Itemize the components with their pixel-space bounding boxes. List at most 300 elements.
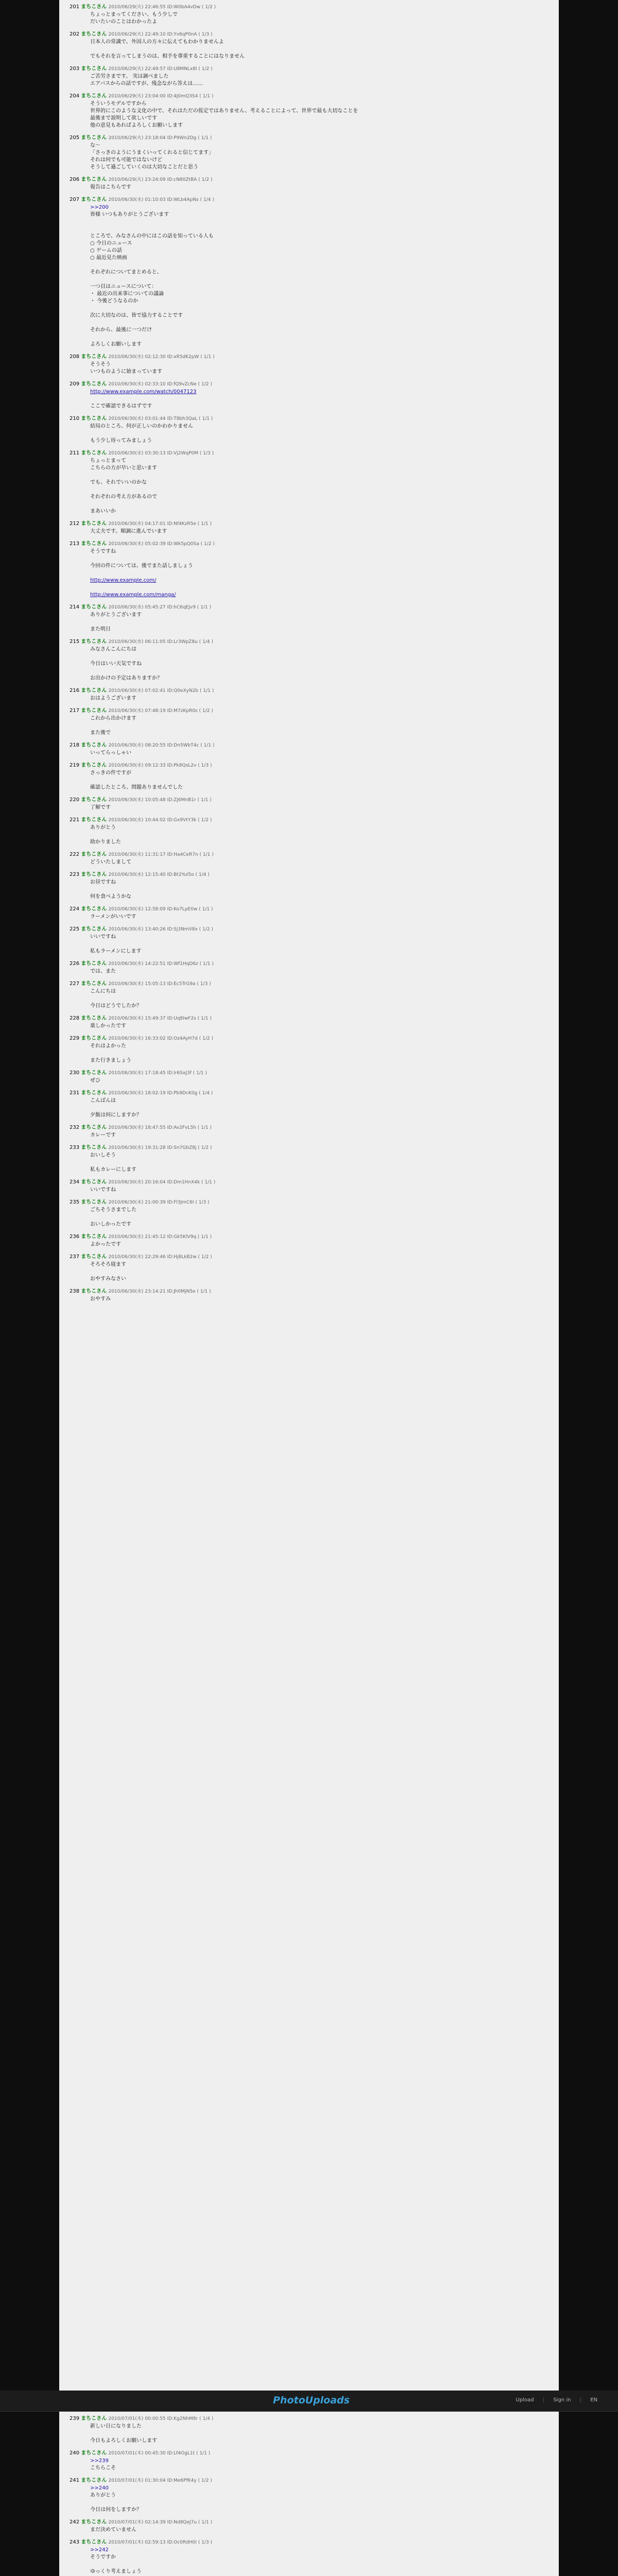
post-line: 一つ目はニュースについて： xyxy=(90,284,157,290)
post-line xyxy=(90,722,548,730)
post-body xyxy=(70,204,548,348)
post-author-name: まちこさん xyxy=(81,1254,107,1260)
post-number[interactable]: 233 xyxy=(70,1145,80,1150)
post-author-name: まちこさん xyxy=(81,1090,107,1096)
post-header xyxy=(70,176,548,184)
post-author-name: まちこさん xyxy=(81,197,107,202)
post-author-name: まちこさん xyxy=(81,981,107,987)
post-line xyxy=(90,46,548,53)
post-body xyxy=(70,750,548,757)
post-line: ちょっとまって xyxy=(90,458,126,464)
post-line: これから出かけます xyxy=(90,716,136,721)
post-meta: 2010/06/29(火) 22:46:55 ID:W0bA4vDw ( 1/2 ) xyxy=(108,5,216,10)
post-line xyxy=(90,396,548,403)
post-author-name: まちこさん xyxy=(81,906,107,912)
post-number[interactable]: 208 xyxy=(70,354,80,360)
post-line: では、また xyxy=(90,969,116,974)
nav-separator: | xyxy=(579,2397,581,2403)
post-line: よかったです xyxy=(90,1242,121,1247)
post-author-name: まちこさん xyxy=(81,521,107,527)
post-meta: 2010/06/30(水) 10:05:48 ID:Zj6MnB1r ( 1/1 ) xyxy=(108,798,212,803)
post-line: 皆様 いつもありがとうございます xyxy=(90,212,169,217)
post-header xyxy=(70,2449,548,2458)
post-header xyxy=(70,2538,548,2547)
post-reply-ref[interactable]: >>240 xyxy=(90,2485,109,2491)
post-line: そうですか xyxy=(90,2554,116,2560)
post-author-name: まちこさん xyxy=(81,1015,107,1021)
post-line xyxy=(90,334,548,341)
post-meta: 2010/07/01(木) 01:30:04 ID:Me6PfK4y ( 1/2 ) xyxy=(108,2478,212,2483)
post-header xyxy=(70,2415,548,2423)
post-meta: 2010/06/30(水) 06:11:05 ID:Lr3WpZ8u ( 1/4 ) xyxy=(108,639,213,645)
post-body xyxy=(70,770,548,791)
post-number[interactable]: 212 xyxy=(70,521,80,527)
post-author-name: まちこさん xyxy=(81,416,107,421)
post-line xyxy=(90,486,548,494)
post-header xyxy=(70,603,548,612)
post-number[interactable]: 225 xyxy=(70,926,80,932)
thread-post xyxy=(70,2415,548,2445)
post-meta: 2010/06/29(火) 23:18:04 ID:P9Wn2Dg ( 1/1 ) xyxy=(108,135,212,141)
post-line: 「さっきのようにうまくいってくれると信じてます」 xyxy=(90,150,214,156)
post-header xyxy=(70,30,548,39)
post-header xyxy=(70,905,548,913)
post-meta: 2010/06/30(水) 17:18:45 ID:Ir6SxJ3f ( 1/1 ) xyxy=(108,1071,207,1076)
thread-post xyxy=(70,638,548,682)
post-line: ○ 最近見た映画 xyxy=(90,255,127,261)
post-number[interactable]: 202 xyxy=(70,31,80,37)
post-number[interactable]: 217 xyxy=(70,708,80,714)
post-link[interactable]: http://www.example.com/watch/0047123 xyxy=(90,389,197,395)
post-number[interactable]: 220 xyxy=(70,797,80,803)
post-number[interactable]: 237 xyxy=(70,1254,80,1260)
post-meta: 2010/06/30(水) 18:47:55 ID:Av2FvL5h ( 1/1 ) xyxy=(108,1125,212,1130)
post-meta: 2010/06/30(水) 07:02:41 ID:Q0eXyN2b ( 1/1 ) xyxy=(108,688,214,693)
post-meta: 2010/06/30(水) 19:31:28 ID:Sn7GbZ8j ( 1/2 ) xyxy=(108,1145,212,1150)
post-meta: 2010/06/30(水) 15:05:13 ID:Ec5TrG9a ( 1/3 ) xyxy=(108,981,211,987)
post-line: 確認したところ、問題ありませんでした xyxy=(90,785,183,790)
thread-post xyxy=(70,520,548,535)
post-line: いってらっしゃい xyxy=(90,750,131,756)
post-number[interactable]: 201 xyxy=(70,4,80,10)
post-number[interactable]: 215 xyxy=(70,639,80,645)
post-body xyxy=(70,548,548,599)
post-header xyxy=(70,353,548,361)
photouploads-nav xyxy=(509,2397,597,2403)
thread-post xyxy=(70,1253,548,1283)
post-header xyxy=(70,638,548,646)
thread-post xyxy=(70,2477,548,2514)
post-header xyxy=(70,1287,548,1296)
post-line: ゆっくり考えましょう xyxy=(90,2569,142,2574)
post-body xyxy=(70,2485,548,2514)
post-body xyxy=(70,39,548,60)
post-header xyxy=(70,520,548,528)
post-body xyxy=(70,695,548,702)
thread-post xyxy=(70,1124,548,1139)
post-author-name: まちこさん xyxy=(81,1145,107,1150)
post-line: ○ ゲームの話 xyxy=(90,248,122,253)
post-line: お昼ですね xyxy=(90,879,116,885)
post-line: ○ 今日のニュース xyxy=(90,241,132,246)
post-line: 助かりました xyxy=(90,839,121,845)
post-header xyxy=(70,707,548,715)
post-body xyxy=(70,528,548,535)
post-line: どういたしまして xyxy=(90,859,131,865)
post-author-name: まちこさん xyxy=(81,450,107,456)
post-number[interactable]: 239 xyxy=(70,2416,80,2421)
post-header xyxy=(70,2477,548,2485)
nav-upload[interactable]: Upload xyxy=(516,2397,534,2403)
post-line: 今日もよろしくお願いします xyxy=(90,2438,157,2444)
post-author-name: まちこさん xyxy=(81,639,107,645)
post-author-name: まちこさん xyxy=(81,852,107,857)
post-reply-ref[interactable]: >>239 xyxy=(90,2458,109,2464)
post-body xyxy=(70,11,548,26)
nav-language[interactable]: EN xyxy=(590,2397,597,2403)
post-body xyxy=(70,988,548,1010)
post-line: それから、最後に一つだけ xyxy=(90,327,152,333)
post-line: それはよかった xyxy=(90,1043,126,1049)
post-number[interactable]: 228 xyxy=(70,1015,80,1021)
post-number[interactable]: 207 xyxy=(70,197,80,202)
post-header xyxy=(70,816,548,824)
post-header xyxy=(70,1035,548,1043)
post-author-name: まちこさん xyxy=(81,1199,107,1205)
post-author-name: まちこさん xyxy=(81,177,107,182)
post-line xyxy=(90,305,548,312)
post-line: そうですね xyxy=(90,549,116,554)
post-meta: 2010/07/01(木) 02:14:39 ID:Nd8QeJ7u ( 1/1 ) xyxy=(108,2520,213,2525)
post-reply-ref[interactable]: >>242 xyxy=(90,2547,109,2553)
post-number[interactable]: 242 xyxy=(70,2519,80,2525)
thread-page xyxy=(59,0,559,2391)
post-number[interactable]: 205 xyxy=(70,135,80,141)
post-number[interactable]: 214 xyxy=(70,604,80,610)
post-meta: 2010/06/30(水) 10:44:02 ID:Gx9VtY3k ( 1/2 ) xyxy=(108,818,212,823)
post-number[interactable]: 234 xyxy=(70,1179,80,1185)
post-number[interactable]: 204 xyxy=(70,93,80,99)
post-line: 今日はいい天気ですね xyxy=(90,661,142,667)
post-number[interactable]: 209 xyxy=(70,381,80,387)
post-body xyxy=(70,1152,548,1174)
post-line: こんにちは xyxy=(90,989,116,994)
thread-post xyxy=(70,65,548,88)
thread-post xyxy=(70,1198,548,1228)
post-number[interactable]: 226 xyxy=(70,961,80,967)
post-number[interactable]: 241 xyxy=(70,2478,80,2483)
thread-post xyxy=(70,1089,548,1119)
post-line: こちらの方が早いと思います xyxy=(90,465,157,471)
post-line xyxy=(90,2499,548,2506)
post-meta: 2010/06/30(水) 03:30:13 ID:Vj2WqP0M ( 1/3 ) xyxy=(108,451,214,456)
post-author-name: まちこさん xyxy=(81,66,107,72)
post-body xyxy=(70,142,548,171)
post-line: 次に大切なのは、皆で協力することです xyxy=(90,313,183,318)
post-author-name: まちこさん xyxy=(81,797,107,803)
post-meta: 2010/06/30(水) 21:00:39 ID:Fl3JmC6l ( 1/3 ) xyxy=(108,1200,210,1205)
post-line: ・ 今後どうなるのか xyxy=(90,298,139,304)
post-number[interactable]: 223 xyxy=(70,872,80,877)
post-line: また行きましょう xyxy=(90,1058,131,1063)
post-header xyxy=(70,851,548,859)
post-line: 報告はこちらです xyxy=(90,184,131,190)
post-number[interactable]: 236 xyxy=(70,1234,80,1240)
post-line: おいしかったです xyxy=(90,1222,131,1227)
post-number[interactable]: 211 xyxy=(70,450,80,456)
post-meta: 2010/06/30(水) 04:17:01 ID:Nf4KzR5e ( 1/1 ) xyxy=(108,521,212,527)
post-meta: 2010/06/30(水) 11:31:17 ID:Ha4CeR7n ( 1/1 ) xyxy=(108,852,214,857)
thread-post xyxy=(70,761,548,791)
post-body xyxy=(70,423,548,445)
thread-post xyxy=(70,796,548,811)
post-line: カレーです xyxy=(90,1132,116,1138)
thread-post xyxy=(70,449,548,515)
post-number[interactable]: 238 xyxy=(70,1289,80,1294)
post-line: そうそう xyxy=(90,362,111,367)
post-header xyxy=(70,134,548,142)
post-body xyxy=(70,184,548,191)
post-header xyxy=(70,1124,548,1132)
thread-post xyxy=(70,1233,548,1248)
post-line: ちょっとまってください、もう少しで xyxy=(90,12,178,18)
thread-post xyxy=(70,92,548,129)
thread-post xyxy=(70,540,548,599)
post-body xyxy=(70,100,548,129)
post-author-name: まちこさん xyxy=(81,2450,107,2456)
post-author-name: まちこさん xyxy=(81,1036,107,1041)
post-line: いいですね xyxy=(90,934,116,940)
post-meta: 2010/06/30(水) 05:45:27 ID:hC6qEJv9 ( 1/1 ) xyxy=(108,605,212,610)
post-link[interactable]: http://www.example.com/ xyxy=(90,578,157,583)
post-number[interactable]: 218 xyxy=(70,742,80,748)
thread-post xyxy=(70,960,548,975)
post-header xyxy=(70,415,548,423)
post-line xyxy=(90,995,548,1003)
post-body xyxy=(70,73,548,88)
post-header xyxy=(70,2518,548,2527)
post-line: ・ 最近の出来事についての議論 xyxy=(90,291,164,297)
post-line: ここで確認できるはずです xyxy=(90,403,152,409)
post-author-name: まちこさん xyxy=(81,1179,107,1185)
photouploads-logo[interactable]: PhotoUploads xyxy=(273,2395,350,2406)
post-author-name: まちこさん xyxy=(81,926,107,932)
post-line: でもそれを言ってしまうのは、相手を尊重することにはなりません xyxy=(90,54,245,59)
post-line xyxy=(90,1105,548,1112)
post-body xyxy=(70,824,548,846)
post-line: そういうモデルですから xyxy=(90,101,147,107)
post-header xyxy=(70,3,548,11)
post-body xyxy=(70,1187,548,1194)
post-header xyxy=(70,796,548,804)
post-header xyxy=(70,1069,548,1077)
post-line: 楽しかったです xyxy=(90,1023,126,1029)
post-meta: 2010/06/29(火) 22:49:10 ID:Yv6qP0nA ( 1/3 ) xyxy=(108,32,213,37)
post-number[interactable]: 219 xyxy=(70,762,80,768)
post-line xyxy=(90,1268,548,1276)
post-line: それぞれの考え方があるので xyxy=(90,494,157,500)
post-number[interactable]: 224 xyxy=(70,906,80,912)
photouploads-header xyxy=(0,2391,618,2412)
post-line: おやすみ xyxy=(90,1296,111,1302)
post-author-name: まちこさん xyxy=(81,762,107,768)
post-line: 最後まで説明して欲しいです xyxy=(90,115,157,121)
post-body xyxy=(70,1296,548,1303)
post-body xyxy=(70,457,548,515)
post-number[interactable]: 210 xyxy=(70,416,80,421)
post-meta: 2010/06/30(水) 13:40:26 ID:Sj3NmV8x ( 1/2 ) xyxy=(108,927,213,932)
post-line xyxy=(90,619,548,626)
post-line: それぞれについてまとめると、 xyxy=(90,269,162,275)
post-author-name: まちこさん xyxy=(81,2478,107,2483)
post-line xyxy=(90,218,548,226)
post-line xyxy=(90,555,548,563)
post-line: こんばんは xyxy=(90,1098,116,1104)
post-line: そうして過ごしていくのは大切なことだと思う xyxy=(90,164,198,170)
post-author-name: まちこさん xyxy=(81,961,107,967)
thread-post xyxy=(70,1014,548,1030)
post-line: まあいいか xyxy=(90,509,116,514)
post-body xyxy=(70,879,548,901)
post-line: 今日は何をしますか？ xyxy=(90,2507,142,2513)
post-meta: 2010/06/30(水) 02:33:10 ID:fQ9vZcNe ( 1/2 ) xyxy=(108,382,212,387)
post-line: それは何でも可能ではないけど xyxy=(90,157,162,163)
thread-post xyxy=(70,741,548,757)
post-line xyxy=(90,472,548,479)
post-meta: 2010/06/30(水) 08:20:55 ID:Dn5WbT4c ( 1/1 ) xyxy=(108,743,215,748)
post-author-name: まちこさん xyxy=(81,2539,107,2545)
post-line: エアバスからの話ですが、残念ながら答えは…… xyxy=(90,81,203,87)
post-number[interactable]: 227 xyxy=(70,981,80,987)
post-line: 今回の件については、後でまた話しましょう xyxy=(90,563,193,569)
post-line xyxy=(90,886,548,893)
post-number[interactable]: 232 xyxy=(70,1125,80,1130)
post-line: ラーメンがいいです xyxy=(90,914,136,920)
thread-post xyxy=(70,196,548,348)
post-line: だいたいのことはわかったよ xyxy=(90,19,157,25)
post-line xyxy=(90,319,548,327)
post-body xyxy=(70,612,548,633)
post-line xyxy=(90,668,548,675)
post-body xyxy=(70,1207,548,1228)
post-header xyxy=(70,1014,548,1023)
post-number[interactable]: 221 xyxy=(70,817,80,823)
post-line: よろしくお願いします xyxy=(90,342,142,347)
post-body xyxy=(70,1241,548,1248)
post-meta: 2010/06/30(水) 20:16:04 ID:Dm1HnX4k ( 1/1 ) xyxy=(108,1180,216,1185)
nav-sign-in[interactable]: Sign in xyxy=(553,2397,571,2403)
post-author-name: まちこさん xyxy=(81,708,107,714)
post-author-name: まちこさん xyxy=(81,541,107,547)
post-line: ところで、みなさんの中にはこの話を知っている人も xyxy=(90,233,214,239)
post-line: ありがとうございます xyxy=(90,612,142,618)
post-body xyxy=(70,1043,548,1064)
post-meta: 2010/06/29(火) 23:24:09 ID:cN80ZtBA ( 1/2 ) xyxy=(108,177,213,182)
post-line xyxy=(90,832,548,839)
thread-page-continued xyxy=(59,2412,559,2576)
post-body xyxy=(70,1261,548,1283)
post-header xyxy=(70,380,548,388)
thread-post xyxy=(70,30,548,60)
post-body xyxy=(70,913,548,921)
post-body xyxy=(70,1097,548,1119)
post-author-name: まちこさん xyxy=(81,381,107,387)
post-meta: 2010/06/30(水) 07:48:19 ID:M7zKpR0s ( 1/2 ) xyxy=(108,708,213,714)
post-line: 日本人の常識で、外国人の方々に伝えてもわかりませんよ xyxy=(90,39,224,45)
post-meta: 2010/06/30(水) 12:58:09 ID:Ko7LpE0w ( 1/1 ) xyxy=(108,907,213,912)
post-number[interactable]: 231 xyxy=(70,1090,80,1096)
post-line: みなさんこんにちは xyxy=(90,647,136,652)
post-number[interactable]: 203 xyxy=(70,66,80,72)
post-number[interactable]: 206 xyxy=(70,177,80,182)
post-author-name: まちこさん xyxy=(81,2519,107,2525)
post-body xyxy=(70,934,548,955)
post-reply-ref[interactable]: >>200 xyxy=(90,205,109,210)
post-line xyxy=(90,430,548,437)
post-line: いつものように始まっています xyxy=(90,369,162,375)
post-line xyxy=(90,2561,548,2568)
post-number[interactable]: 213 xyxy=(70,541,80,547)
post-header xyxy=(70,960,548,968)
post-header xyxy=(70,925,548,934)
post-meta: 2010/06/30(水) 09:12:33 ID:Pk8QsL2v ( 1/3 ) xyxy=(108,763,212,768)
post-meta: 2010/06/30(水) 18:02:19 ID:Pb9DcK0g ( 1/4 ) xyxy=(108,1091,213,1096)
post-line xyxy=(90,570,548,577)
thread-post xyxy=(70,2538,548,2575)
post-line: まだ決めていません xyxy=(90,2527,136,2533)
post-number[interactable]: 230 xyxy=(70,1070,80,1076)
post-number[interactable]: 235 xyxy=(70,1199,80,1205)
post-line: 私もラーメンにします xyxy=(90,948,142,954)
post-body xyxy=(70,646,548,682)
post-header xyxy=(70,540,548,548)
thread-post xyxy=(70,380,548,410)
post-author-name: まちこさん xyxy=(81,354,107,360)
post-line: おやすみなさい xyxy=(90,1276,126,1282)
thread-post xyxy=(70,816,548,846)
post-line: ご苦労さまです。 実は調べました xyxy=(90,74,169,79)
post-number[interactable]: 216 xyxy=(70,688,80,693)
post-line: さっきの件ですが xyxy=(90,770,131,776)
post-line xyxy=(90,653,548,660)
post-author-name: まちこさん xyxy=(81,1125,107,1130)
post-meta: 2010/06/30(水) 22:29:46 ID:Hj8LkB2w ( 1/2 ) xyxy=(108,1255,212,1260)
post-line xyxy=(90,1050,548,1057)
post-number[interactable]: 243 xyxy=(70,2539,80,2545)
post-author-name: まちこさん xyxy=(81,31,107,37)
post-line: ごちそうさまでした xyxy=(90,1207,136,1213)
post-link[interactable]: http://www.example.com/manga/ xyxy=(90,592,176,598)
post-number[interactable]: 222 xyxy=(70,852,80,857)
post-number[interactable]: 229 xyxy=(70,1036,80,1041)
post-number[interactable]: 240 xyxy=(70,2450,80,2456)
nav-separator: | xyxy=(542,2397,545,2403)
post-body xyxy=(70,2547,548,2575)
post-body xyxy=(70,2527,548,2534)
thread-post xyxy=(70,905,548,921)
post-line: 何を食べようかな xyxy=(90,894,131,900)
post-author-name: まちこさん xyxy=(81,604,107,610)
post-line xyxy=(90,262,548,269)
post-line: 夕飯は何にしますか？ xyxy=(90,1112,142,1118)
post-body xyxy=(70,804,548,811)
thread-post xyxy=(70,353,548,376)
post-body xyxy=(70,2423,548,2445)
post-meta: 2010/06/30(水) 23:14:21 ID:Jh0MjN5e ( 1/1 ) xyxy=(108,1289,211,1294)
post-meta: 2010/06/29(火) 22:49:57 ID:U8MNLx8l ( 1/2 ) xyxy=(108,66,213,72)
thread-post xyxy=(70,415,548,445)
post-header xyxy=(70,196,548,204)
